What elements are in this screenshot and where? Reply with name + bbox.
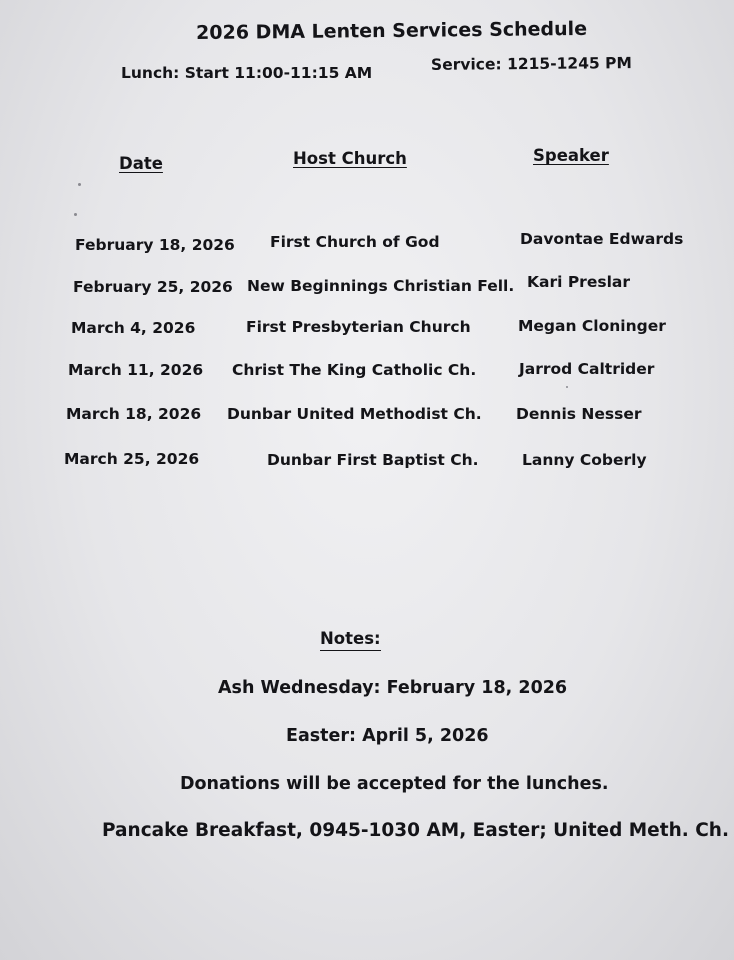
- note-easter: Easter: April 5, 2026: [286, 726, 489, 746]
- column-header-speaker: Speaker: [533, 146, 609, 165]
- notes-heading-text: Notes:: [320, 629, 381, 648]
- lunch-time: Lunch: Start 11:00-11:15 AM: [121, 64, 373, 82]
- column-header-host-church: Host Church: [293, 149, 407, 168]
- row-speaker: Megan Cloninger: [518, 317, 666, 335]
- row-host-church: First Church of God: [270, 233, 440, 251]
- row-host-church: New Beginnings Christian Fell.: [247, 277, 515, 295]
- notes-underline: [320, 650, 381, 652]
- row-host-church: Dunbar United Methodist Ch.: [227, 405, 482, 423]
- paper-mark: [74, 213, 77, 216]
- row-speaker: Jarrod Caltrider: [519, 360, 655, 378]
- paper-mark: [78, 183, 81, 186]
- column-header-date: Date: [119, 154, 163, 173]
- page-title: 2026 DMA Lenten Services Schedule: [196, 17, 588, 44]
- row-speaker: Dennis Nesser: [516, 405, 642, 423]
- service-time: Service: 1215-1245 PM: [430, 54, 633, 74]
- row-date: March 11, 2026: [68, 361, 204, 379]
- paper-mark: [566, 386, 568, 388]
- row-date: March 18, 2026: [66, 405, 202, 423]
- row-speaker: Lanny Coberly: [522, 451, 647, 469]
- row-date: March 25, 2026: [64, 450, 200, 468]
- row-host-church: First Presbyterian Church: [246, 318, 471, 336]
- note-pancake-breakfast: Pancake Breakfast, 0945-1030 AM, Easter; United Meth. Ch.: [102, 820, 729, 841]
- row-date: February 18, 2026: [75, 236, 235, 254]
- notes-heading: [320, 629, 381, 648]
- note-donations: Donations will be accepted for the lunches.: [180, 774, 609, 794]
- row-date: February 25, 2026: [73, 278, 233, 296]
- row-host-church: Dunbar First Baptist Ch.: [267, 451, 479, 469]
- row-speaker: Kari Preslar: [527, 273, 630, 291]
- row-speaker: Davontae Edwards: [520, 230, 684, 248]
- row-host-church: Christ The King Catholic Ch.: [232, 361, 477, 379]
- row-date: March 4, 2026: [71, 319, 196, 337]
- note-ash-wednesday: Ash Wednesday: February 18, 2026: [218, 678, 568, 698]
